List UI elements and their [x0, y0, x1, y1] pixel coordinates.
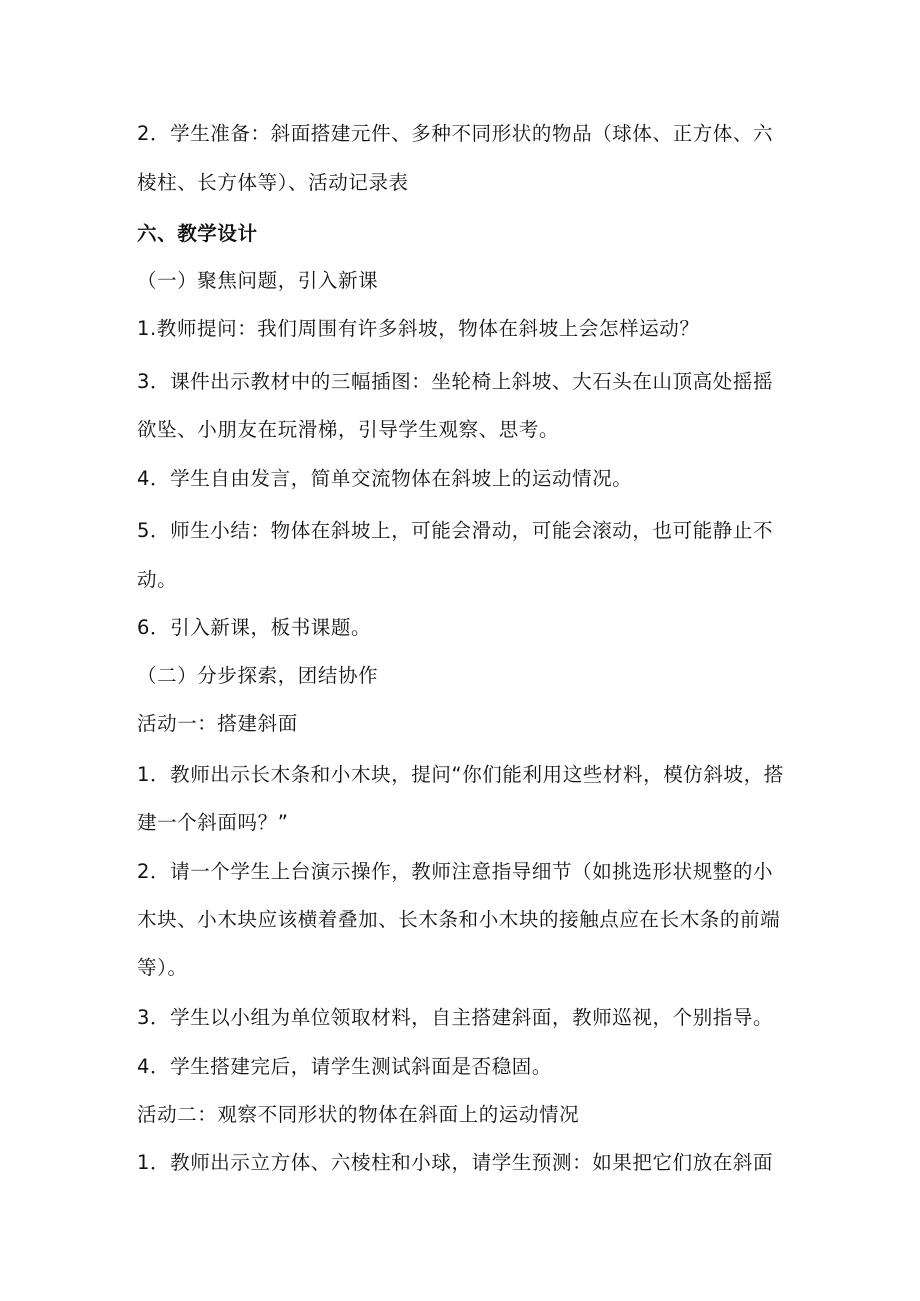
- text-line: 欲坠、小朋友在玩滑梯，引导学生观察、思考。: [137, 418, 560, 441]
- text-line: 活动一：搭建斜面: [137, 712, 298, 735]
- text-line: 1．教师出示长木条和小木块，提问“你们能利用这些材料，模仿斜坡，搭: [137, 763, 784, 786]
- text-line: 2．学生准备：斜面搭建元件、多种不同形状的物品（球体、正方体、六: [137, 122, 774, 145]
- subsection-heading: （二）分步探索，团结协作: [137, 664, 379, 687]
- text-line: 棱柱、长方体等）、活动记录表: [137, 171, 409, 194]
- text-line: 动。: [137, 568, 178, 591]
- text-line: 1.教师提问：我们周围有许多斜坡，物体在斜坡上会怎样运动？: [137, 317, 700, 340]
- text-line: 1．教师出示立方体、六棱柱和小球，请学生预测：如果把它们放在斜面: [137, 1151, 774, 1174]
- text-line: 4．学生自由发言，简单交流物体在斜坡上的运动情况。: [137, 467, 633, 490]
- text-line: 3．课件出示教材中的三幅插图：坐轮椅上斜坡、大石头在山顶高处摇摇: [137, 370, 774, 393]
- text-line: 5．师生小结：物体在斜坡上，可能会滑动，可能会滚动，也可能静止不: [137, 519, 774, 542]
- text-line: 建一个斜面吗？”: [137, 811, 289, 834]
- text-line: 4．学生搭建完后，请学生测试斜面是否稳固。: [137, 1055, 553, 1078]
- text-line: 木块、小木块应该横着叠加、长木条和小木块的接触点应在长木条的前端: [137, 908, 781, 931]
- text-line: 6．引入新课，板书课题。: [137, 616, 372, 639]
- text-line: 3．学生以小组为单位领取材料，自主搭建斜面，教师巡视，个别指导。: [137, 1006, 774, 1029]
- text-line: 2．请一个学生上台演示操作，教师注意指导细节（如挑选形状规整的小: [137, 860, 774, 883]
- section-heading: 六、教学设计: [137, 222, 258, 245]
- subsection-heading: （一）聚焦问题，引入新课: [137, 269, 379, 292]
- text-line: 等）。: [137, 956, 188, 979]
- text-line: 活动二：观察不同形状的物体在斜面上的运动情况: [137, 1103, 580, 1126]
